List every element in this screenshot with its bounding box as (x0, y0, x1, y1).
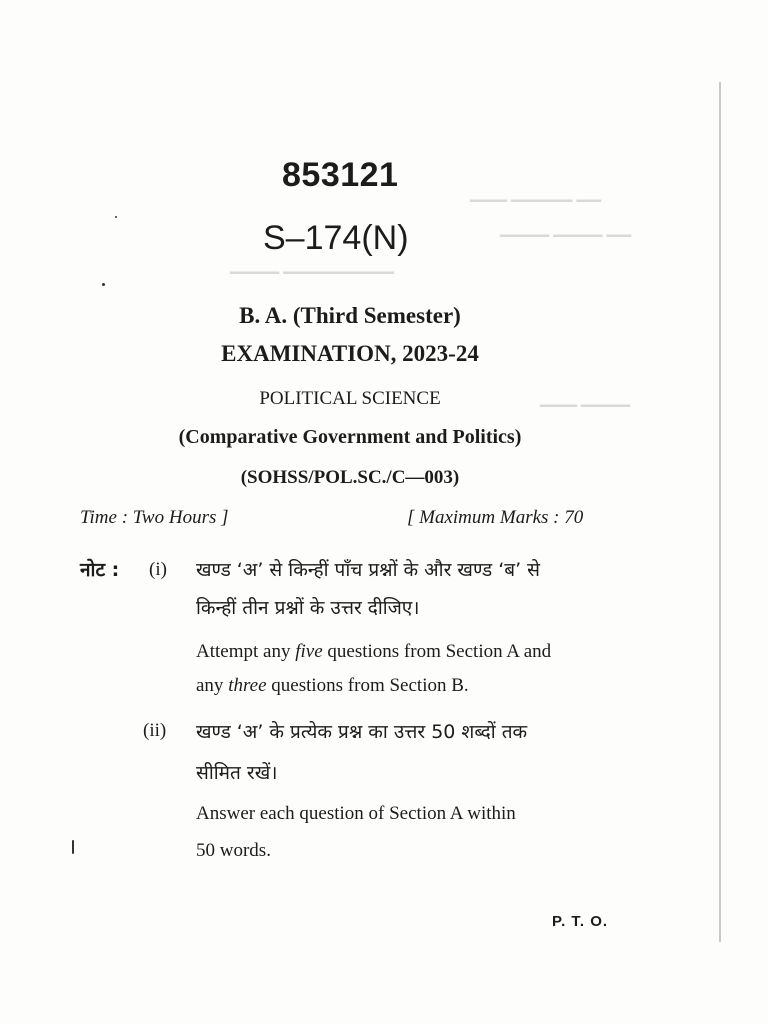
emphasis-five: five (295, 641, 323, 662)
paper-code: 853121 (282, 156, 399, 194)
series-code: S–174(N) (263, 219, 409, 257)
instruction-marker: (i) (149, 559, 167, 580)
text-span: questions from Section B. (266, 675, 469, 696)
bleed-through-text: ▁▁▁▁ ▁▁▁▁▁▁▁▁▁ (230, 257, 394, 274)
text-span: any (196, 675, 229, 696)
scan-speck (72, 840, 74, 854)
paper-title: (Comparative Government and Politics) (178, 426, 522, 448)
scan-speck (102, 283, 105, 286)
instruction-hindi-line: खण्ड ‘अ’ से किन्हीं पाँच प्रश्नों के और खण्ड ‘ब’ से (196, 559, 541, 581)
examination-title: EXAMINATION, 2023-24 (221, 341, 479, 366)
text-span: Attempt any (196, 641, 296, 662)
instruction-english-line (196, 641, 551, 663)
instruction-hindi-line: खण्ड ‘अ’ के प्रत्येक प्रश्न का उत्तर 50 शब्दों तक (196, 721, 528, 743)
instruction-hindi-line: सीमित रखें। (196, 762, 278, 784)
bleed-through-text: ▁▁▁▁ ▁▁▁▁ ▁▁ (500, 220, 632, 237)
emphasis-three: three (228, 675, 267, 696)
note-label: नोट : (80, 559, 120, 581)
time-allowed: Time : Two Hours ] (80, 507, 229, 528)
please-turn-over: P. T. O. (552, 913, 609, 930)
paper-edge-shadow (719, 82, 721, 942)
instruction-english-line: Answer each question of Section A within (196, 803, 516, 824)
instruction-english-line (196, 675, 469, 697)
subject-title: POLITICAL SCIENCE (259, 388, 441, 409)
instruction-hindi-line: किन्हीं तीन प्रश्नों के उत्तर दीजिए। (196, 597, 420, 619)
course-code: (SOHSS/POL.SC./C—003) (240, 467, 460, 488)
degree-title: B. A. (Third Semester) (239, 303, 461, 328)
bleed-through-text: ▁▁▁ ▁▁▁▁ (540, 390, 631, 407)
text-span: questions from Section A and (322, 641, 552, 662)
bleed-through-text: ▁▁▁ ▁▁▁▁▁ ▁▁ (470, 185, 602, 202)
instruction-marker: (ii) (143, 720, 167, 741)
maximum-marks: [ Maximum Marks : 70 (407, 507, 584, 528)
instruction-english-line: 50 words. (196, 840, 271, 861)
scan-speck (115, 216, 117, 218)
